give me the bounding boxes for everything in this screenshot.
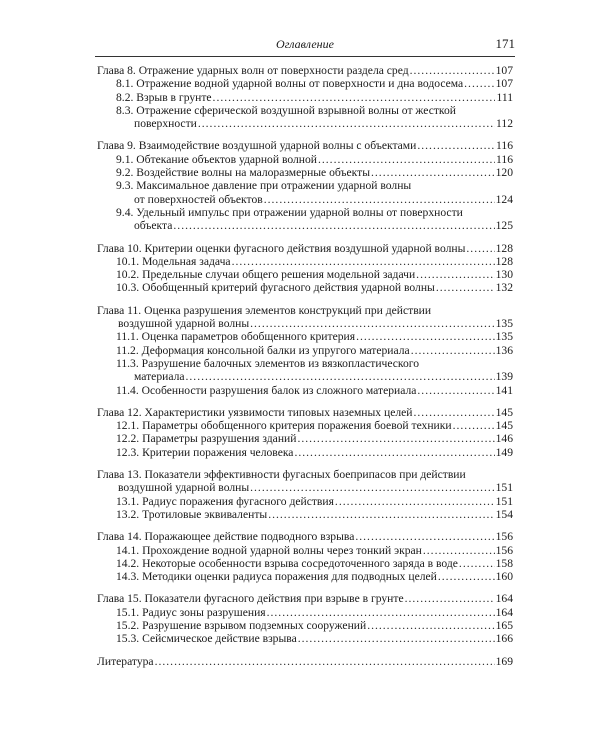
toc-entry-page: 151: [495, 481, 513, 495]
toc-section-entry: [116, 91, 513, 104]
toc-entry-page: 132: [495, 281, 513, 295]
dot-leader: [335, 495, 495, 508]
dot-leader: [173, 219, 494, 232]
toc-entry-title: 15.3. Сейсмическое действие взрыва: [116, 632, 297, 646]
toc-section-entry: [116, 153, 513, 166]
toc-entry-title: Глава 15. Показатели фугасного действия при взрыве в грунте: [97, 592, 404, 606]
toc-section-entry: [116, 330, 513, 343]
toc-section-entry: [134, 193, 513, 206]
toc-entry-page: 128: [495, 241, 513, 255]
toc-section-entry: [116, 432, 513, 445]
section-gap: [97, 397, 513, 406]
dot-leader: [356, 330, 495, 343]
toc-entry-page: 145: [495, 419, 513, 433]
toc-entry-page: 111: [496, 90, 513, 104]
toc-entry-title: Глава 11. Оценка разрушения элементов конструкций при действии: [97, 303, 432, 317]
dot-leader: [267, 606, 495, 619]
toc-section-entry: [116, 268, 513, 281]
toc-entry-title: от поверхностей объектов: [134, 192, 263, 206]
toc-entry-page: 164: [495, 605, 513, 619]
page-number: 171: [495, 36, 515, 51]
toc-section-entry: [116, 446, 513, 459]
toc-entry-page: 139: [495, 370, 513, 384]
toc-entry-page: 165: [495, 618, 513, 632]
toc-entry-title: 8.2. Взрыв в грунте: [116, 90, 212, 104]
dot-leader: [453, 419, 495, 432]
toc-entry-page: 130: [495, 268, 513, 282]
toc-section-entry: [134, 370, 513, 383]
dot-leader: [297, 432, 494, 445]
toc-section-entry: [116, 495, 513, 508]
toc-entry-title: 9.4. Удельный импульс при отражении ударной волны от поверхности: [116, 205, 463, 219]
toc-section-entry: [134, 117, 513, 130]
toc-entry-title: 14.2. Некоторые особенности взрыва сосредоточенного заряда в воде: [116, 556, 458, 570]
toc-entry-page: 116: [496, 152, 513, 166]
dot-leader: [232, 255, 495, 268]
toc-section-entry: [116, 206, 513, 219]
dot-leader: [294, 446, 494, 459]
toc-entry-page: 169: [495, 654, 513, 668]
toc-entry-title: 9.2. Воздействие волны на малоразмерные объекты: [116, 166, 370, 180]
toc-entry-page: 149: [495, 445, 513, 459]
toc-entry-page: 124: [495, 192, 513, 206]
toc-entry-title: материала: [134, 370, 185, 384]
toc-section-entry: [116, 384, 513, 397]
running-title: Оглавление: [276, 37, 334, 51]
toc-entry-page: 107: [495, 64, 513, 77]
dot-leader: [413, 406, 494, 419]
toc-section-entry: [116, 166, 513, 179]
toc-section-entry: [116, 544, 513, 557]
toc-entry-title: Литература: [97, 654, 154, 668]
dot-leader: [318, 153, 495, 166]
dot-leader: [438, 570, 495, 583]
toc-chapter-entry: [97, 64, 513, 77]
toc-entry-page: 120: [495, 166, 513, 180]
toc-entry-page: 158: [495, 556, 513, 570]
toc-entry-page: 136: [495, 343, 513, 357]
toc-entry-title: 12.3. Критерии поражения человека: [116, 445, 294, 459]
header-rule: [95, 56, 515, 57]
toc-section-entry: [116, 606, 513, 619]
dot-leader: [250, 481, 494, 494]
section-gap: [97, 521, 513, 530]
toc-entry-title: 11.3. Разрушение балочных элементов из вязкопластического: [116, 356, 420, 370]
toc-entry-title: поверхности: [134, 117, 197, 131]
toc-entry-title: 11.2. Деформация консольной балки из упругого материала: [116, 343, 410, 357]
dot-leader: [417, 139, 495, 152]
toc-entry-page: 156: [495, 543, 513, 557]
section-gap: [97, 130, 513, 139]
toc-section-entry: [116, 570, 513, 583]
dot-leader: [155, 655, 495, 668]
dot-leader: [250, 317, 494, 330]
dot-leader: [459, 557, 495, 570]
toc-entry-title: Глава 9. Взаимодействие воздушной ударной волны с объектами: [97, 139, 417, 153]
toc-entry-title: 15.2. Разрушение взрывом подземных сооружений: [116, 618, 367, 632]
toc-entry-title: Глава 12. Характеристики уязвимости типовых наземных целей: [97, 405, 413, 419]
toc-entry-title: Глава 13. Показатели эффективности фугасных боеприпасов при действии: [97, 468, 466, 482]
toc-entry-title: 10.1. Модельная задача: [116, 254, 231, 268]
section-gap: [97, 295, 513, 304]
toc-section-entry: [116, 557, 513, 570]
toc-entry-page: 160: [495, 570, 513, 584]
toc-chapter-entry: [97, 530, 513, 543]
toc-entry-title: 14.3. Методики оценки радиуса поражения для подводных целей: [116, 570, 437, 584]
toc-entry-page: 107: [495, 77, 513, 91]
dot-leader: [213, 91, 496, 104]
toc-entry-title: 8.3. Отражение сферической воздушной взрывной волны от жесткой: [116, 103, 456, 117]
toc-entry-title: Глава 10. Критерии оценки фугасного действия воздушной ударной волны: [97, 241, 466, 255]
toc-entry-title: 9.3. Максимальное давление при отражении ударной волны: [116, 179, 412, 193]
toc-section-entry: [116, 619, 513, 632]
dot-leader: [410, 64, 495, 77]
toc-entry-title: 15.1. Радиус зоны разрушения: [116, 605, 266, 619]
dot-leader: [417, 384, 494, 397]
toc-entry-page: 116: [496, 139, 513, 153]
dot-leader: [436, 281, 495, 294]
dot-leader: [264, 193, 495, 206]
toc-chapter-entry: [97, 242, 513, 255]
toc-entry-page: 164: [495, 592, 513, 606]
dot-leader: [466, 242, 494, 255]
dot-leader: [367, 619, 494, 632]
toc-entry-page: 128: [495, 254, 513, 268]
toc-entry-page: 166: [495, 632, 513, 646]
toc-entry-page: 145: [495, 405, 513, 419]
dot-leader: [298, 632, 495, 645]
toc-entry-title: 12.2. Параметры разрушения зданий: [116, 432, 297, 446]
toc-entry-page: 154: [495, 507, 513, 521]
section-gap: [97, 459, 513, 468]
dot-leader: [416, 268, 494, 281]
dot-leader: [411, 344, 495, 357]
toc-section-entry: [118, 317, 513, 330]
toc-section-entry: [116, 508, 513, 521]
toc-entry-title: 12.1. Параметры обобщенного критерия поражения боевой техники: [116, 419, 452, 433]
toc-entry-title: 10.3. Обобщенный критерий фугасного действия ударной волны: [116, 281, 435, 295]
toc-entry-title: 14.1. Прохождение водной ударной волны через тонкий экран: [116, 543, 422, 557]
section-gap: [97, 646, 513, 655]
toc-entry-title: объекта: [134, 219, 173, 233]
toc-chapter-entry: [97, 655, 513, 668]
toc-chapter-entry: [97, 139, 513, 152]
dot-leader: [371, 166, 495, 179]
toc-section-entry: [116, 632, 513, 645]
section-gap: [97, 233, 513, 242]
dot-leader: [464, 77, 494, 90]
toc-entry-page: 135: [495, 317, 513, 331]
toc-entry-page: 141: [495, 383, 513, 397]
toc-entry-title: 8.1. Отражение водной ударной волны от поверхности и дна водосема: [116, 77, 464, 91]
toc-entry-title: воздушной ударной волны: [118, 317, 250, 331]
toc-entry-title: Глава 8. Отражение ударных волн от поверхности раздела сред: [97, 64, 409, 77]
running-header: [95, 36, 515, 58]
toc-chapter-entry: [97, 406, 513, 419]
toc-entry-title: 11.1. Оценка параметров обобщенного критерия: [116, 330, 356, 344]
dot-leader: [405, 592, 495, 605]
dot-leader: [186, 370, 495, 383]
toc-entry-page: 156: [495, 530, 513, 544]
toc-entry-page: 125: [495, 219, 513, 233]
toc-section-entry: [116, 104, 513, 117]
section-gap: [97, 583, 513, 592]
toc-entry-page: 151: [495, 494, 513, 508]
toc-entry-title: 10.2. Предельные случаи общего решения модельной задачи: [116, 268, 416, 282]
toc-entry-title: 9.1. Обтекание объектов ударной волной: [116, 152, 317, 166]
toc-entry-title: 13.1. Радиус поражения фугасного действия: [116, 494, 334, 508]
table-of-contents: [97, 64, 513, 668]
toc-entry-page: 112: [496, 117, 513, 131]
toc-section-entry: [134, 219, 513, 232]
toc-entry-page: 146: [495, 432, 513, 446]
toc-entry-title: Глава 14. Поражающее действие подводного взрыва: [97, 530, 355, 544]
toc-section-entry: [116, 179, 513, 192]
toc-section-entry: [116, 419, 513, 432]
toc-entry-title: воздушной ударной волны: [118, 481, 250, 495]
dot-leader: [198, 117, 495, 130]
dot-leader: [423, 544, 495, 557]
dot-leader: [355, 530, 494, 543]
toc-chapter-entry: [97, 304, 513, 317]
toc-entry-title: 11.4. Особенности разрушения балок из сложного материала: [116, 383, 417, 397]
toc-entry-page: 135: [495, 330, 513, 344]
toc-section-entry: [116, 281, 513, 294]
toc-section-entry: [116, 357, 513, 370]
toc-section-entry: [118, 481, 513, 494]
dot-leader: [268, 508, 494, 521]
toc-entry-title: 13.2. Тротиловые эквиваленты: [116, 507, 268, 521]
toc-section-entry: [116, 255, 513, 268]
toc-chapter-entry: [97, 592, 513, 605]
toc-section-entry: [116, 344, 513, 357]
toc-section-entry: [116, 77, 513, 90]
toc-chapter-entry: [97, 468, 513, 481]
